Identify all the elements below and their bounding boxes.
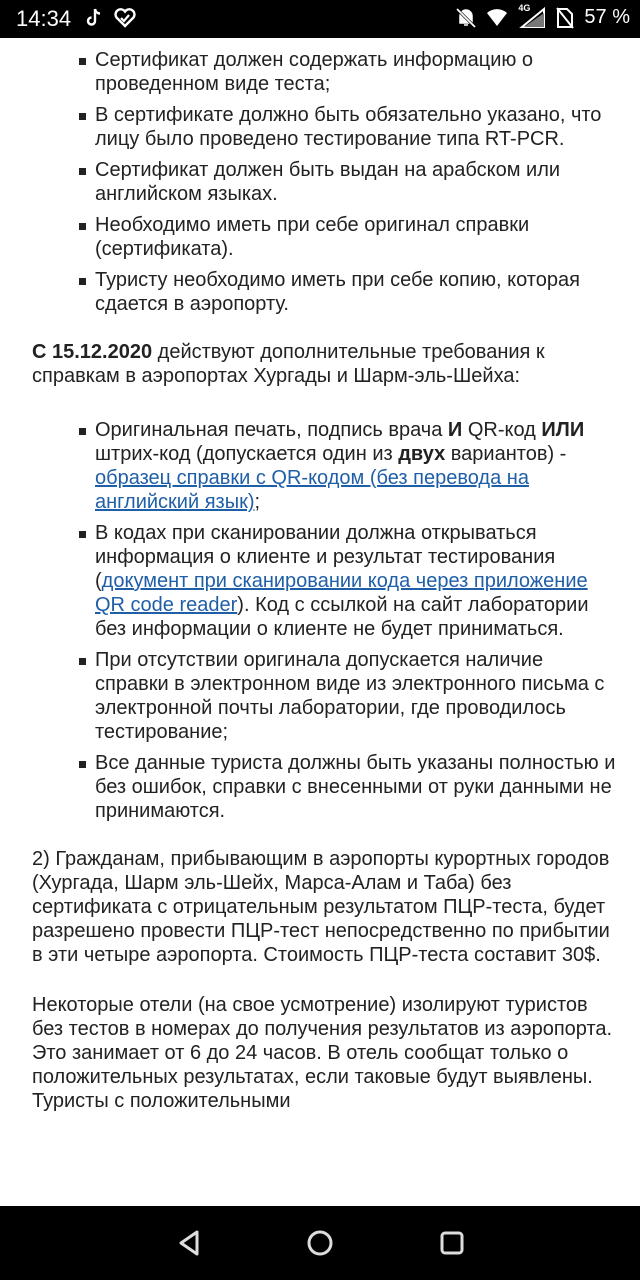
status-time: 14:34 bbox=[16, 6, 72, 31]
qr-scan-document-link[interactable]: документ при сканировании кода через приложение QR code reader bbox=[95, 570, 588, 616]
status-bar bbox=[0, 0, 640, 38]
wifi-icon bbox=[486, 8, 508, 28]
list-item: При отсутствии оригинала допускается наличие справки в электронном виде из электронного письма с электронной почты лаборатории, где проводилось тестирование; bbox=[0, 648, 640, 744]
paragraph-dec-requirements: С 15.12.2020 действуют дополнительные требования к справкам в аэропортах Хургады и Шарм-эль-Шейха: bbox=[32, 341, 545, 387]
list-item: Туристу необходимо иметь при себе копию, которая сдается в аэропорту. bbox=[0, 268, 640, 316]
article-content[interactable] bbox=[0, 38, 640, 1206]
mute-bell-icon bbox=[456, 7, 476, 29]
back-icon[interactable] bbox=[175, 1228, 205, 1258]
navigation-bar bbox=[0, 1206, 640, 1280]
paragraph-arrival-pcr: 2) Гражданам, прибывающим в аэропорты курортных городов (Хургада, Шарм эль-Шейх, Марса-Алам и Таба) без сертификата с отрицательным результатом ПЦР-теста, будет разрешено провести ПЦР-тест непосредственно по прибытии в эти четыре аэропорта. Стоимость ПЦР-теста составит 30$. bbox=[32, 848, 610, 966]
additional-requirements-list bbox=[0, 418, 640, 823]
network-type: 4G bbox=[518, 2, 531, 13]
list-item: Оригинальная печать, подпись врача И QR-код ИЛИ штрих-код (допускается один из двух вариантов) - образец справки с QR-кодом (без перевода на английский язык); bbox=[0, 418, 640, 514]
qr-sample-link[interactable]: образец справки с QR-кодом (без перевода на английский язык) bbox=[95, 467, 529, 513]
home-icon[interactable] bbox=[305, 1228, 335, 1258]
list-item: Сертификат должен быть выдан на арабском или английском языках. bbox=[0, 158, 640, 206]
paragraph-hotel-isolation: Некоторые отели (на свое усмотрение) изолируют туристов без тестов в номерах до получения результатов из аэропорта. Это занимает от 6 до 24 часов. В отель сообщат только о положительных результатах, если таковые будут выявлены. Туристы с положительными bbox=[32, 994, 613, 1112]
cell-signal-icon bbox=[518, 2, 546, 29]
battery-percent: 57 % bbox=[584, 6, 630, 28]
heart-app-icon bbox=[114, 8, 136, 28]
list-item: Необходимо иметь при себе оригинал справки (сертификата). bbox=[0, 213, 640, 261]
certificate-requirements-list bbox=[0, 48, 640, 316]
no-sim-icon bbox=[556, 7, 574, 29]
list-item: Все данные туриста должны быть указаны полностью и без ошибок, справки с внесенными от руки данными не принимаются. bbox=[0, 751, 640, 823]
list-item: В кодах при сканировании должна открываться информация о клиенте и результат тестирования (документ при сканировании кода через приложение QR code reader). Код с ссылкой на сайт лаборатории без информации о клиенте не будет приниматься. bbox=[0, 521, 640, 641]
notification-icons bbox=[86, 8, 136, 28]
recents-icon[interactable] bbox=[437, 1228, 467, 1258]
tiktok-icon bbox=[86, 8, 102, 28]
list-item: Сертификат должен содержать информацию о проведенном виде теста; bbox=[0, 48, 640, 96]
list-item: В сертификате должно быть обязательно указано, что лицу было проведено тестирование типа RT-PCR. bbox=[0, 103, 640, 151]
